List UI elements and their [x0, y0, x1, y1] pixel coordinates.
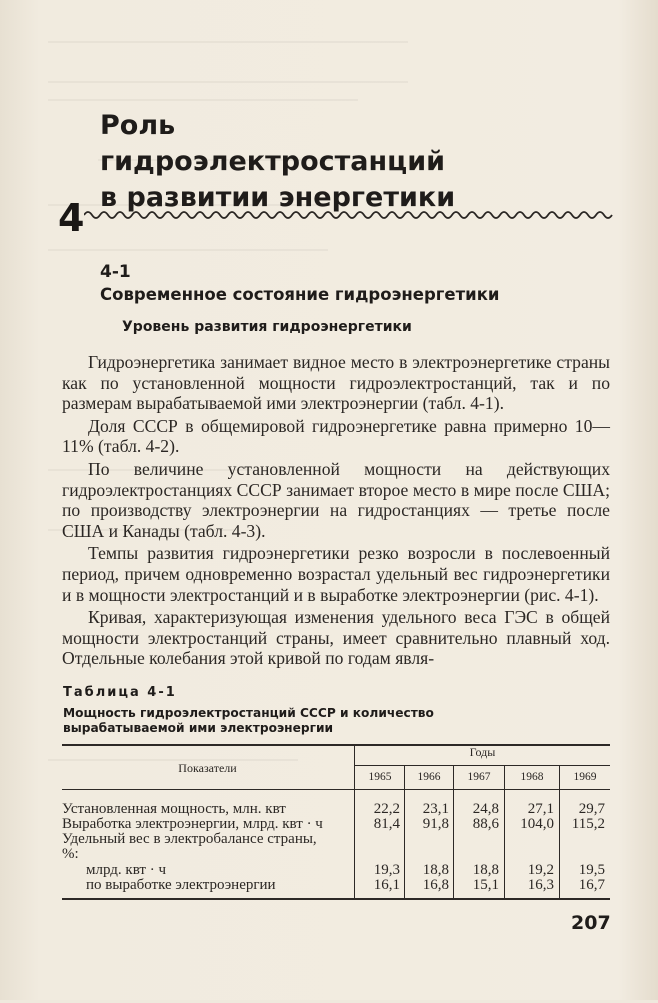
section-title: Современное состояние гидроэнергетики [100, 285, 500, 304]
table-cell: 24,8 [472, 801, 499, 817]
table-col-divider [559, 766, 560, 898]
body-text [62, 352, 610, 669]
table-year: 1969 [573, 771, 597, 783]
table-label: Таблица 4-1 [63, 685, 177, 700]
section-number: 4-1 [100, 262, 131, 282]
table-row-label: %: [62, 846, 79, 862]
table-cell: 16,3 [527, 877, 554, 893]
table-cell: 115,2 [571, 816, 605, 832]
table-cell: 16,1 [373, 877, 400, 893]
table-cell: 23,1 [422, 801, 449, 817]
table-row-label: Выработка электроэнергии, млрд. квт · ч [62, 816, 323, 832]
chapter-number: 4 [58, 196, 85, 240]
table-header-bottom-rule [62, 789, 610, 790]
table-years-rule [355, 765, 610, 766]
table-cell: 19,5 [578, 862, 605, 878]
table-cell: 19,2 [527, 862, 554, 878]
paragraph: Темпы развития гидроэнергетики резко возросли в послевоенный период, причем одновременно возрастал удельный вес гидроэнергетики и в мощности электростанций и в выработке электроэнергии (рис. 4-1). [62, 543, 610, 605]
table-header-indicators: Показатели [178, 760, 237, 775]
chapter-title [100, 108, 520, 216]
table-caption: Мощность гидроэлектростанций СССР и количество вырабатываемой ими электроэнергии [63, 706, 434, 735]
table-cell: 19,3 [373, 862, 400, 878]
table-row-label: млрд. квт · ч [86, 862, 167, 878]
page-number: 207 [571, 912, 611, 934]
table-cell: 104,0 [520, 816, 554, 832]
table-row-label: Установленная мощность, млн. квт [62, 801, 286, 817]
table-cell: 15,1 [472, 877, 499, 893]
table-cell: 18,8 [422, 862, 449, 878]
table-cell: 29,7 [578, 801, 605, 817]
table-cell: 16,8 [422, 877, 449, 893]
chapter-title-line-1: Роль гидроэлектростанций [100, 110, 446, 177]
chapter-wave-rule [84, 208, 614, 222]
table-cell: 88,6 [472, 816, 499, 832]
table-header-years: Годы [469, 745, 496, 759]
table-year: 1966 [417, 771, 441, 783]
table-year: 1968 [520, 771, 544, 783]
table-row-label: Удельный вес в электробалансе страны, [62, 831, 317, 847]
paragraph: Кривая, характеризующая изменения удельного веса ГЭС в общей мощности электростанций страны, имеет сравнительно плавный ход. Отдельные колебания этой кривой по годам явля- [62, 607, 610, 669]
table-col-divider [453, 766, 454, 898]
table-col-divider [504, 766, 505, 898]
paragraph: По величине установленной мощности на действующих гидроэлектростанциях СССР занимает второе место в мире после США; по производству электроэнергии на гидростанциях — третье после США и Канады (табл. 4-3). [62, 458, 610, 541]
table-col-divider [354, 745, 355, 898]
chapter-title-line-2: в развитии энергетики [100, 182, 456, 213]
table-year: 1967 [467, 771, 491, 783]
subsection-title: Уровень развития гидроэнергетики [122, 319, 412, 335]
table-cell: 16,7 [578, 877, 605, 893]
table-bottom-rule [62, 898, 610, 900]
table-cell: 91,8 [422, 816, 449, 832]
table-year: 1965 [368, 771, 392, 783]
table-row-label: по выработке электроэнергии [86, 877, 276, 893]
paragraph: Доля СССР в общемировой гидроэнергетике равна примерно 10—11% (табл. 4-2). [62, 415, 610, 457]
table-cell: 22,2 [373, 801, 400, 817]
table-cell: 18,8 [472, 862, 499, 878]
paragraph: Гидроэнергетика занимает видное место в электроэнергетике страны как по установленной мощности гидроэлектростанций, так и по размерам вырабатываемой ими электроэнергии (табл. 4-1). [62, 352, 610, 414]
table-cell: 81,4 [373, 816, 400, 832]
table-cell: 27,1 [527, 801, 554, 817]
